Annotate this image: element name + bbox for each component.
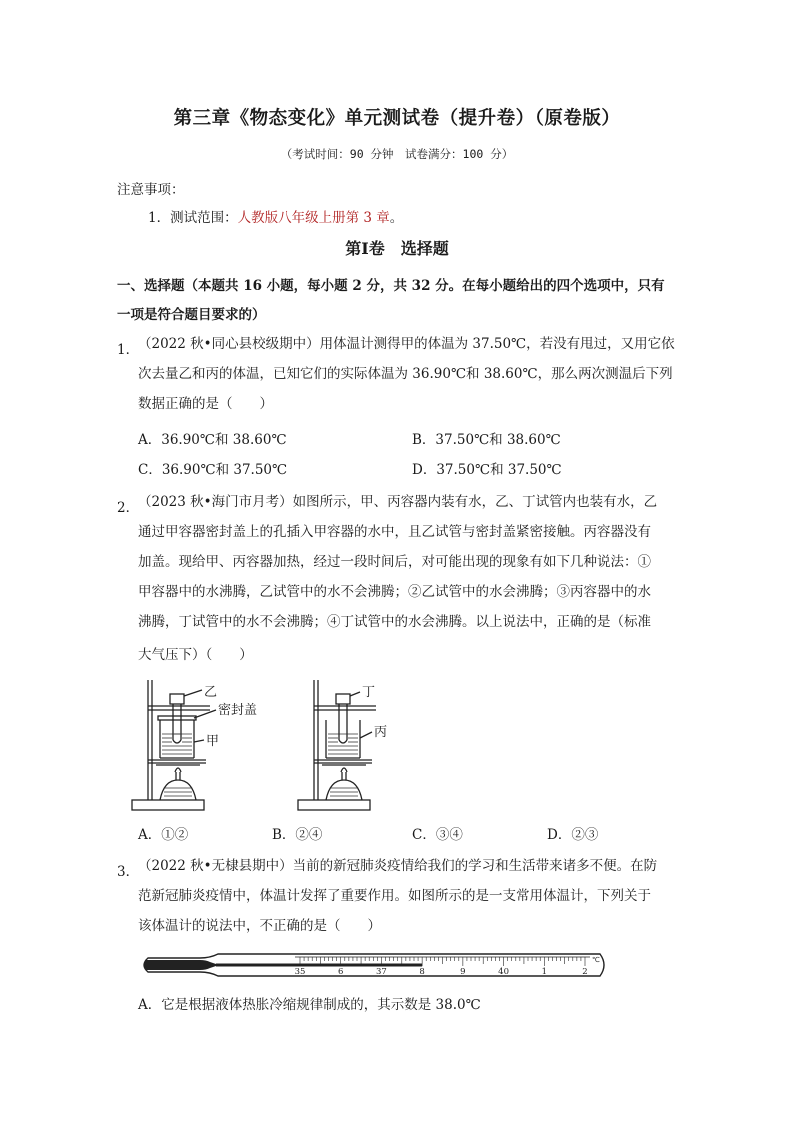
question-2-option-b: B．②④ (272, 827, 323, 843)
label-seal: 密封盖 (218, 703, 258, 718)
question-2-number: 2． (117, 500, 140, 516)
mercury-column (216, 964, 422, 967)
question-1-option-b: B．37.50℃和 38.60℃ (412, 432, 561, 448)
question-1-option-d: D．37.50℃和 37.50℃ (412, 462, 562, 478)
question-2-line-2: 通过甲容器密封盖上的孔插入甲容器的水中，且乙试管与密封盖紧密接触。丙容器没有 (138, 524, 651, 540)
question-2-line-5: 沸腾，丁试管中的水不会沸腾；④丁试管中的水会沸腾。以上说法中，正确的是（标准 (138, 614, 651, 630)
label-ding: 丁 (362, 685, 376, 700)
question-1-number: 1． (117, 342, 140, 358)
question-1-line-3: 数据正确的是（ ） (138, 396, 273, 412)
thermometer-bulb (144, 960, 216, 970)
scale-label: 1 (541, 967, 547, 977)
thermometer-figure (140, 948, 610, 982)
question-3-line-2: 范新冠肺炎疫情中，体温计发挥了重要作用。如图所示的是一支常用体温计，下列关于 (138, 888, 651, 904)
question-1-line-1: （2022 秋•同心县校级期中）用体温计测得甲的体温为 37.50℃，若没有甩过，又用它依 (138, 336, 675, 352)
scale-label: 6 (338, 967, 344, 977)
question-1-option-c: C．36.90℃和 37.50℃ (138, 462, 288, 478)
question-3-number: 3． (117, 864, 140, 880)
question-3-line-1: （2022 秋•无棣县期中）当前的新冠肺炎疫情给我们的学习和生活带来诸多不便。在防 (138, 858, 658, 874)
question-2-line-4: 甲容器中的水沸腾，乙试管中的水不会沸腾；②乙试管中的水会沸腾；③丙容器中的水 (138, 584, 651, 600)
section-intro-line-2: 一项是符合题目要求的） (117, 307, 266, 323)
exam-info: （考试时间：90 分钟 试卷满分：100 分） (280, 147, 514, 161)
scale-label: 2 (582, 967, 588, 977)
test-scope: 人教版八年级上册第 3 章 (237, 210, 390, 226)
label-jia: 甲 (206, 734, 220, 749)
label-bing: 丙 (374, 725, 388, 740)
question-3-option-a: A．它是根据液体热胀冷缩规律制成的，其示数是 38.0℃ (138, 997, 481, 1013)
unit-label: ℃ (592, 956, 600, 964)
question-2-option-d: D．②③ (547, 827, 599, 843)
scale-label: 37 (376, 967, 387, 977)
notes-item-1 (148, 206, 403, 226)
question-1-line-2: 次去量乙和丙的体温，已知它们的实际体温为 36.90℃和 38.60℃，那么两次测温后下列 (138, 366, 673, 382)
label-yi: 乙 (204, 685, 218, 700)
question-2-line-1: （2023 秋•海门市月考）如图所示，甲、丙容器内装有水，乙、丁试管内也装有水，乙 (138, 494, 658, 510)
question-2-option-c: C．③④ (412, 827, 463, 843)
scale-label: 35 (294, 967, 306, 977)
question-3-line-3: 该体温计的说法中，不正确的是（ ） (138, 918, 381, 934)
question-2-option-a: A．①② (138, 827, 189, 843)
scale-label: 9 (460, 967, 466, 977)
apparatus-figure-jia-yi (130, 676, 290, 816)
scale-label: 40 (498, 967, 509, 977)
question-2-line-3: 加盖。现给甲、丙容器加热，经过一段时间后，对可能出现的现象有如下几种说法：① (138, 554, 651, 570)
apparatus-figure-bing-ding (296, 676, 416, 816)
notes-heading: 注意事项： (117, 182, 185, 198)
notes-item-1-suffix: 。 (389, 210, 404, 226)
notes-item-1-prefix: 1．测试范围： (148, 210, 238, 226)
question-2-line-6: 大气压下）（ ） (138, 647, 253, 663)
question-1-option-a: A．36.90℃和 38.60℃ (138, 432, 287, 448)
page-title: 第三章《物态变化》单元测试卷（提升卷）（原卷版） (173, 108, 621, 129)
section-title: 第Ⅰ卷 选择题 (345, 239, 449, 258)
scale-label: 8 (419, 967, 425, 977)
section-intro-line-1: 一、选择题（本题共 16 小题，每小题 2 分，共 32 分。在每小题给出的四个选项中，只有 (117, 278, 665, 294)
